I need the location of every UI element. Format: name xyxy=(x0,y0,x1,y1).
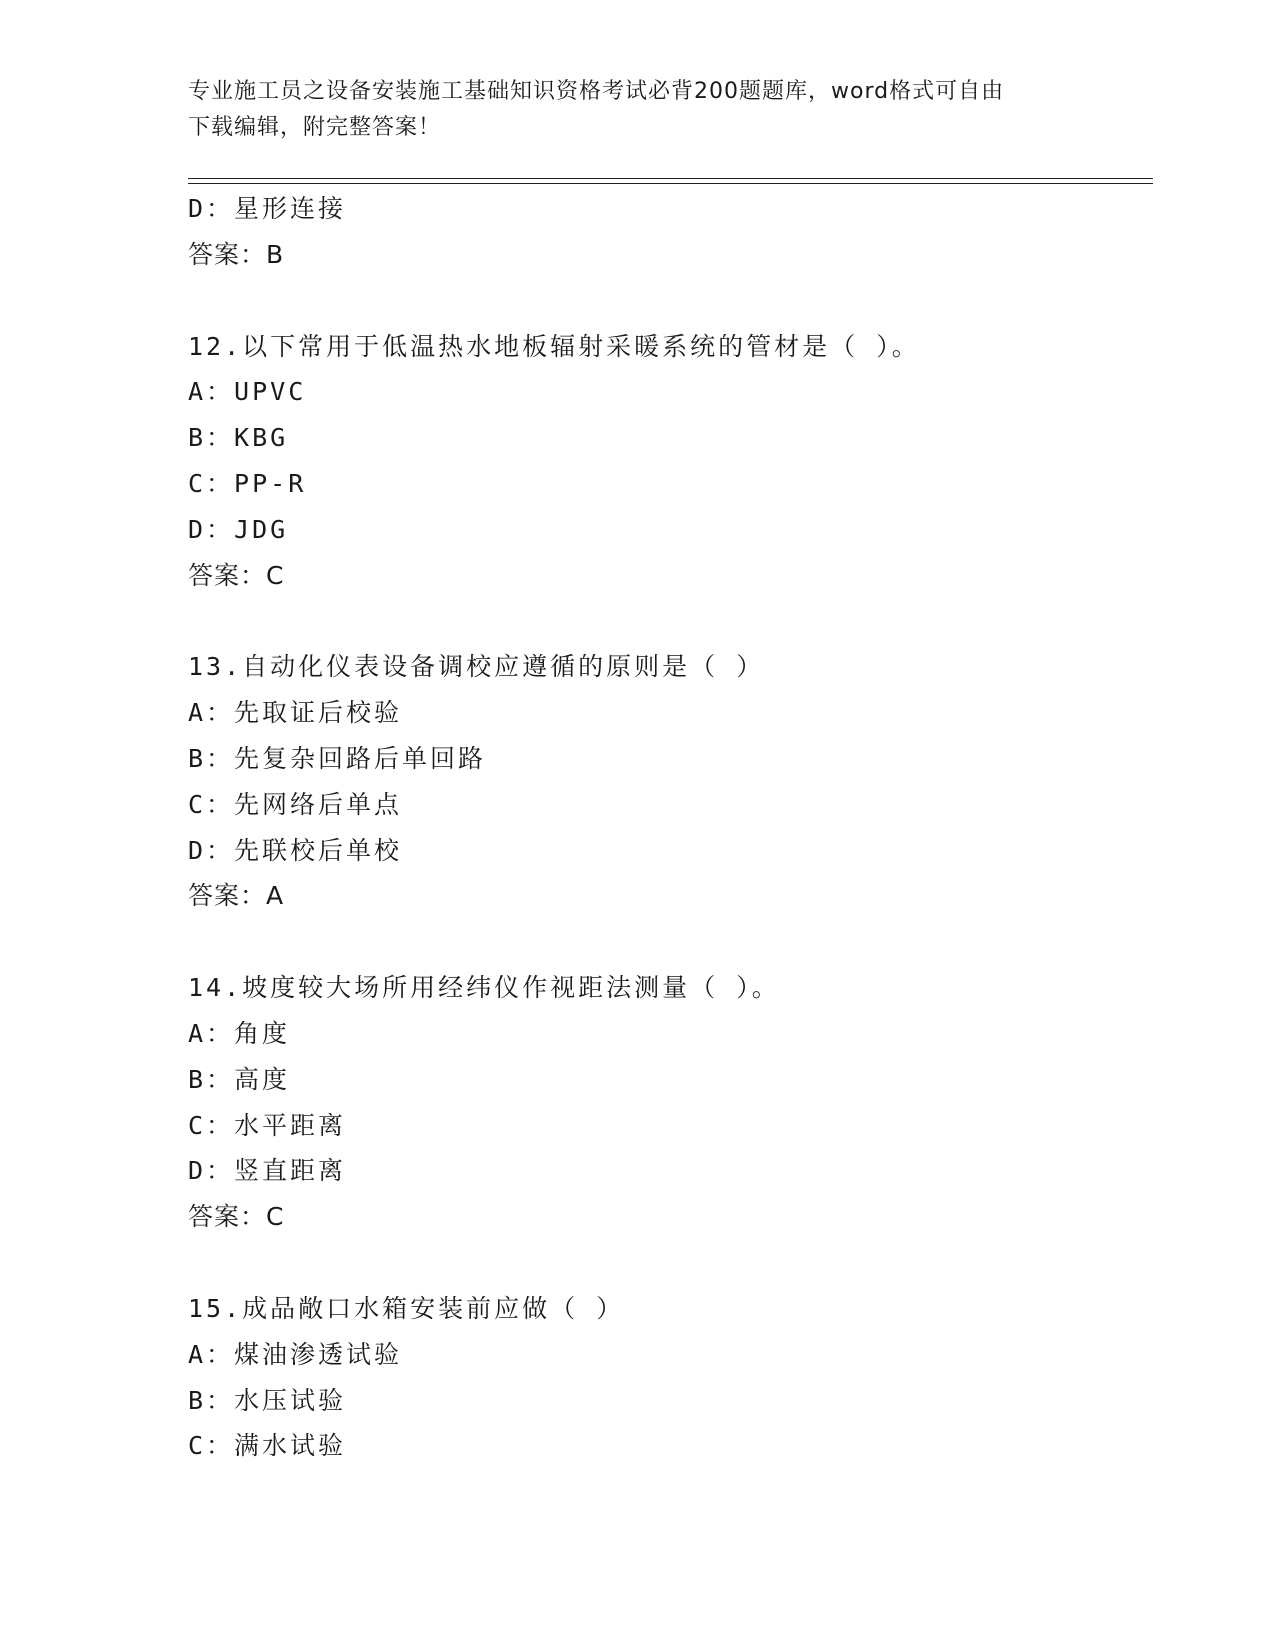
question-14 xyxy=(188,965,1148,1240)
question-stem: 14.坡度较大场所用经纬仪作视距法测量（ ）。 xyxy=(188,973,780,1003)
header-line-2: 下载编辑，附完整答案！ xyxy=(188,115,442,140)
answer: 答案：B xyxy=(188,239,285,269)
header-divider-top xyxy=(188,178,1153,179)
option-c: C：水平距离 xyxy=(188,1110,347,1140)
option-b: B：KBG xyxy=(188,423,289,453)
spacer xyxy=(188,1240,1148,1286)
question-12 xyxy=(188,324,1148,599)
question-stem: 15.成品敞口水箱安装前应做（ ） xyxy=(188,1293,625,1323)
spacer xyxy=(188,598,1148,644)
option-d: D：JDG xyxy=(188,514,289,544)
option-d: D：竖直距离 xyxy=(188,1156,347,1186)
question-15 xyxy=(188,1286,1148,1469)
question-13 xyxy=(188,644,1148,919)
answer: 答案：A xyxy=(188,881,285,911)
header-line-1: 专业施工员之设备安装施工基础知识资格考试必背200题题库，word格式可自由 xyxy=(188,79,1005,104)
option-b: B：水压试验 xyxy=(188,1385,347,1415)
option-d: D：星形连接 xyxy=(188,194,347,223)
option-a: A：先取证后校验 xyxy=(188,698,403,728)
option-a: A：煤油渗透试验 xyxy=(188,1339,403,1369)
spacer xyxy=(188,919,1148,965)
question-stem: 13.自动化仪表设备调校应遵循的原则是（ ） xyxy=(188,652,765,682)
question-stem: 12.以下常用于低温热水地板辐射采暖系统的管材是（ ）。 xyxy=(188,331,920,361)
option-b: B：先复杂回路后单回路 xyxy=(188,743,487,773)
document-header xyxy=(188,74,1088,146)
option-c: C：先网络后单点 xyxy=(188,789,403,819)
option-a: A：角度 xyxy=(188,1018,291,1048)
option-a: A：UPVC xyxy=(188,377,307,407)
option-b: B：高度 xyxy=(188,1064,291,1094)
answer: 答案：C xyxy=(188,560,285,590)
spacer xyxy=(188,278,1148,324)
option-d: D：先联校后单校 xyxy=(188,835,403,865)
question-11-tail xyxy=(188,186,1148,278)
header-divider-bottom xyxy=(188,183,1153,184)
option-c: C：满水试验 xyxy=(188,1431,347,1461)
option-c: C：PP-R xyxy=(188,468,307,498)
question-list xyxy=(188,186,1148,1469)
answer: 答案：C xyxy=(188,1202,285,1232)
